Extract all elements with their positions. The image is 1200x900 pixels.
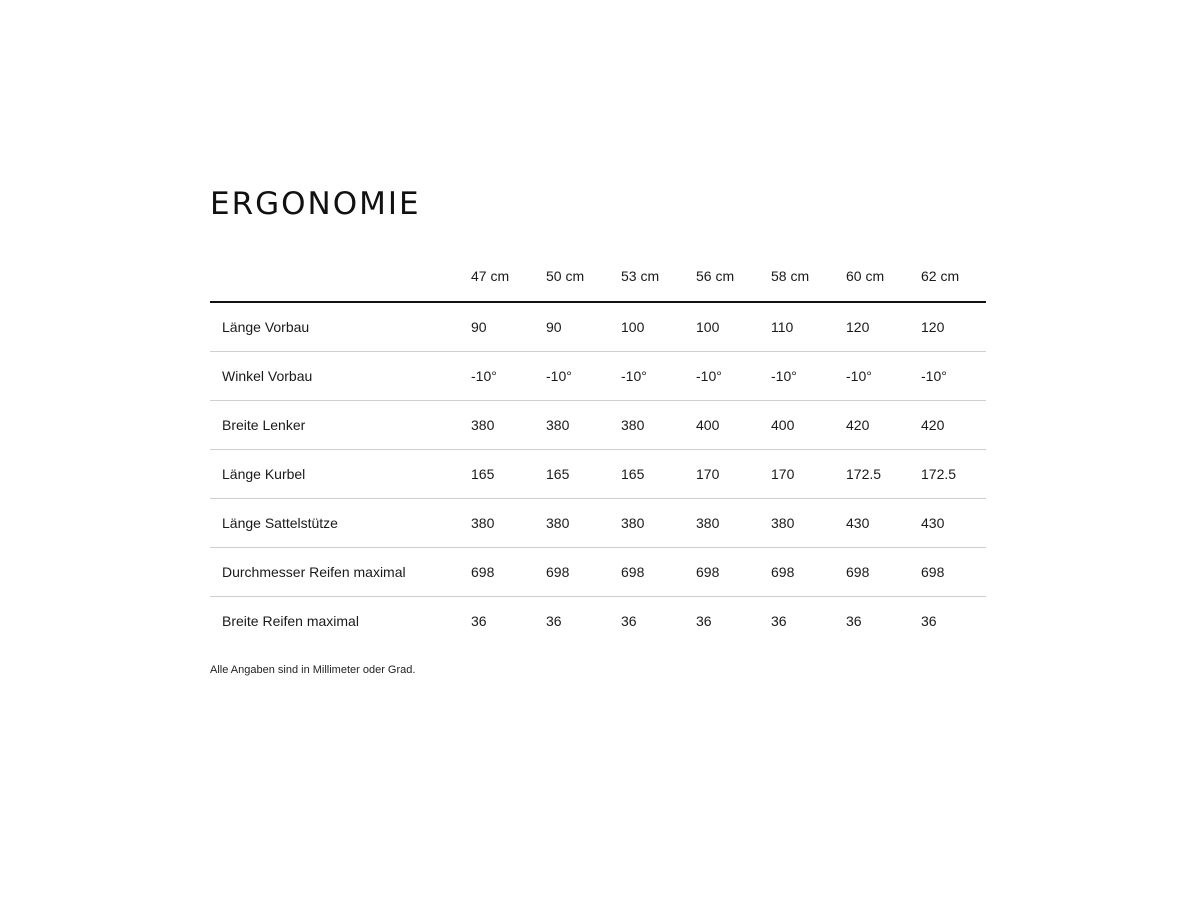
table-cell: 430 [921, 499, 986, 548]
table-cell: -10° [921, 352, 986, 401]
table-cell: -10° [621, 352, 696, 401]
table-row [210, 499, 986, 548]
table-cell: 380 [471, 401, 546, 450]
table-cell: 400 [696, 401, 771, 450]
row-label: Länge Vorbau [210, 302, 471, 352]
table-cell: 698 [546, 548, 621, 597]
table-cell: 430 [846, 499, 921, 548]
size-header: 60 cm [846, 250, 921, 302]
table-cell: 698 [771, 548, 846, 597]
table-cell: 380 [546, 401, 621, 450]
table-header [210, 250, 986, 302]
ergonomie-section [210, 186, 986, 676]
table-cell: 380 [621, 499, 696, 548]
table-cell: 90 [546, 302, 621, 352]
header-row [210, 250, 986, 302]
footnote: Alle Angaben sind in Millimeter oder Grad. [210, 664, 416, 676]
table-cell: 380 [471, 499, 546, 548]
table-cell: 698 [471, 548, 546, 597]
row-label: Winkel Vorbau [210, 352, 471, 401]
table-cell: 380 [696, 499, 771, 548]
table-cell: 420 [921, 401, 986, 450]
table-cell: 170 [696, 450, 771, 499]
table-cell: 165 [621, 450, 696, 499]
table-cell: 420 [846, 401, 921, 450]
table-cell: 36 [621, 613, 637, 629]
header-cell-empty [210, 250, 471, 302]
size-header: 53 cm [621, 250, 696, 302]
row-label: Durchmesser Reifen maximal [210, 548, 471, 597]
table-row [210, 302, 986, 352]
table-cell: 120 [921, 302, 986, 352]
row-label: Breite Reifen maximal [222, 613, 359, 629]
row-label: Länge Kurbel [210, 450, 471, 499]
table-cell: 698 [621, 548, 696, 597]
table-row [210, 450, 986, 499]
table-row [210, 352, 986, 401]
table-cell: 698 [696, 548, 771, 597]
table-cell: 36 [846, 613, 862, 629]
table-cell: 172.5 [846, 450, 921, 499]
table-cell: 36 [921, 613, 937, 629]
table-cell: 100 [696, 302, 771, 352]
table-body [210, 302, 986, 645]
size-header: 50 cm [546, 250, 621, 302]
table-cell: 36 [771, 613, 787, 629]
size-header: 62 cm [921, 250, 986, 302]
table-cell: -10° [696, 352, 771, 401]
table-cell: 36 [471, 613, 487, 629]
table-cell: 165 [546, 450, 621, 499]
section-title: ERGONOMIE [210, 186, 421, 222]
table-cell: 90 [471, 302, 546, 352]
table-cell: -10° [771, 352, 846, 401]
table-cell: -10° [471, 352, 546, 401]
table-cell: 165 [471, 450, 546, 499]
table-cell: 36 [696, 613, 712, 629]
table-row [210, 548, 986, 597]
table-cell: -10° [846, 352, 921, 401]
table-cell: 380 [546, 499, 621, 548]
table-cell: 380 [621, 401, 696, 450]
table-cell: 380 [771, 499, 846, 548]
table-cell: 100 [621, 302, 696, 352]
size-header: 58 cm [771, 250, 846, 302]
table-row [210, 597, 986, 646]
table-cell: 698 [921, 548, 986, 597]
row-label: Breite Lenker [210, 401, 471, 450]
table-cell: 170 [771, 450, 846, 499]
ergonomie-table [210, 250, 986, 645]
size-header: 56 cm [696, 250, 771, 302]
table-cell: 36 [546, 613, 562, 629]
table-row [210, 401, 986, 450]
table-cell: 698 [846, 548, 921, 597]
table-cell: 120 [846, 302, 921, 352]
table-cell: 400 [771, 401, 846, 450]
row-label: Länge Sattelstütze [210, 499, 471, 548]
table-cell: -10° [546, 352, 621, 401]
table-cell: 172.5 [921, 450, 986, 499]
size-header: 47 cm [471, 250, 546, 302]
table-cell: 110 [771, 302, 846, 352]
